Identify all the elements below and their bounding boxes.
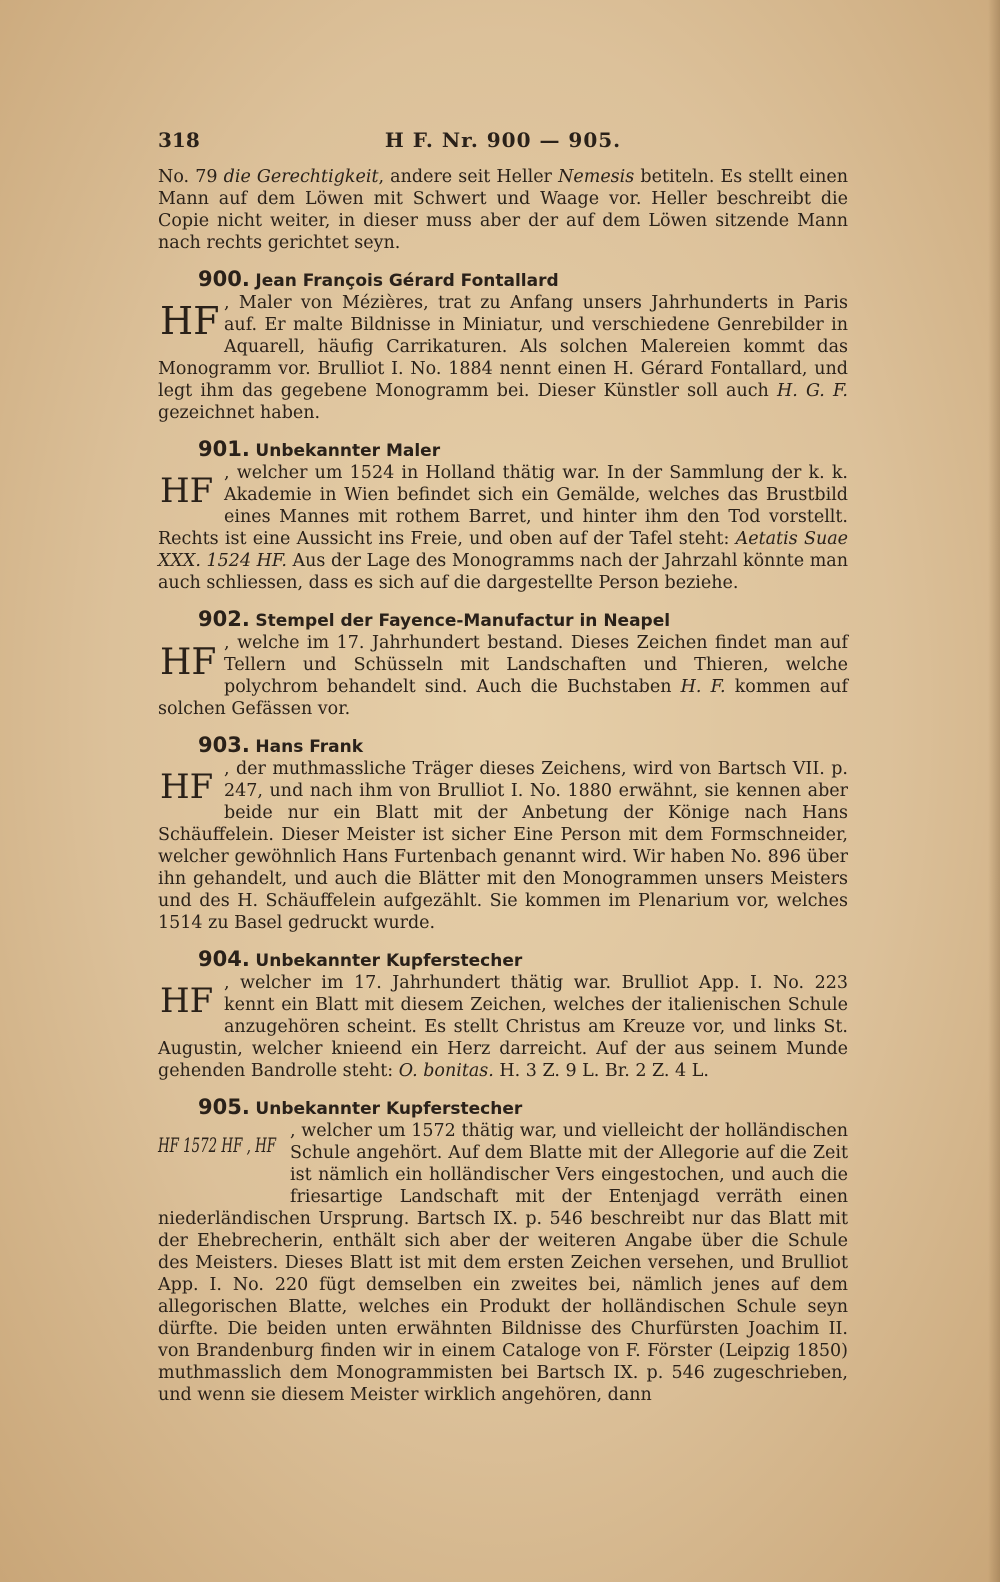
- entry-901: [158, 438, 848, 594]
- entry-text-a: , welcher im 17. Jahrhundert thätig war. Brulliot App. I. No. 223 kennt ein Blatt mit diesem Zeichen, welches der italienischen Schule anzugehören scheint. Es stellt Christus am Kreuze vor, und links St. Augustin, welcher knieend ein Herz darreicht. Auf der aus seinem Munde gehenden Bandrolle steht:: [158, 973, 848, 1081]
- entry-text-a: , welcher um 1572 thätig war, und vielleicht der holländischen Schule angehört. Auf dem Blatte mit der Allegorie auf die Zeit ist nämlich ein holländischer Vers eingestochen, und auch die friesartige Landschaft mit der Entenjagd verräth einen niederländischen Ursprung. Bartsch IX. p. 546 beschreibt nur das Blatt mit der Ehebrecherin, enthält sich aber der weiteren Angabe über die Schule des Meisters. Dieses Blatt ist mit dem ersten Zeichen versehen, und Brulliot App. I. No. 220 fügt demselben ein zweites bei, nämlich jenes auf dem allegorischen Blatte, welches ein Produkt der holländischen Schule seyn dürfte. Die beiden unten erwähnten Bildnisse des Churfürsten Joachim II. von Brandenburg finden wir in einem Cataloge von F. Förster (Leipzig 1850) muthmasslich dem Monogrammisten bei Bartsch IX. p. 546 zugeschrieben, und wenn sie diesem Meister wirklich angehören, dann: [158, 1121, 848, 1405]
- entry-body: [158, 632, 848, 720]
- entry-text-a: , welcher um 1524 in Holland thätig war. In der Sammlung der k. k. Akademie in Wien befindet sich ein Gemälde, welches das Brustbild eines Mannes mit rothem Barret, und hinter ihm den Tod vorstellt. Rechts ist eine Aussicht ins Freie, und oben auf der Tafel steht:: [158, 463, 848, 549]
- entry-heading: [158, 268, 848, 292]
- entry-body: [158, 462, 848, 594]
- entry-905: [158, 1096, 848, 1406]
- monogram-image: [158, 974, 214, 1024]
- book-page: [158, 128, 848, 1420]
- monogram-image: [158, 294, 220, 344]
- entry-903: [158, 734, 848, 934]
- monogram-image: [158, 760, 214, 810]
- entry-name: Stempel der Fayence-Manufactur in Neapel: [255, 611, 671, 631]
- running-head: [158, 128, 848, 158]
- intro-text-a: No. 79: [158, 167, 224, 187]
- entry-italic-a: H. F.: [680, 677, 726, 697]
- monogram-text: HF: [160, 642, 217, 683]
- entry-text-a: , Maler von Mézières, trat zu Anfang unsers Jahrhunderts in Paris auf. Er malte Bildnisse in Miniatur, und verschiedene Genrebilder in Aquarell, häufig Carrikaturen. Als solchen Malereien kommt das Monogramm vor. Brulliot I. No. 1884 nennt einen H. Gérard Fontallard, und legt ihm das gegebene Monogramm bei. Dieser Künstler soll auch: [158, 293, 848, 401]
- entry-text-a: , welche im 17. Jahrhundert bestand. Dieses Zeichen findet man auf Tellern und Schüsseln mit Landschaften und Thieren, welche polychrom behandelt sind. Auch die Buchstaben: [224, 633, 848, 697]
- entry-900: [158, 268, 848, 424]
- entry-text-b: kommen auf solchen Gefässen vor.: [158, 677, 848, 719]
- entry-name: Unbekannter Kupferstecher: [255, 1099, 523, 1119]
- entry-heading: [158, 438, 848, 462]
- monogram-text: HF: [160, 981, 214, 1021]
- monogram-text: HF: [160, 299, 220, 343]
- intro-paragraph: [158, 166, 848, 254]
- entry-number: 902.: [198, 607, 250, 631]
- entry-italic-a: Aetatis Suae XXX. 1524 HF.: [158, 529, 848, 571]
- running-title: H F. Nr. 900 — 905.: [384, 128, 622, 152]
- entry-heading: [158, 608, 848, 632]
- entry-italic-a: H. G. F.: [776, 381, 848, 401]
- intro-text-b: , andere seit Heller: [378, 167, 559, 187]
- entry-heading: [158, 1096, 848, 1120]
- intro-italic-a: die Gerechtigkeit: [223, 167, 379, 187]
- entry-name: Hans Frank: [255, 737, 364, 757]
- entry-number: 900.: [198, 267, 250, 291]
- entry-number: 903.: [198, 733, 250, 757]
- entry-name: Unbekannter Maler: [255, 441, 441, 461]
- entry-body: [158, 972, 848, 1082]
- entry-body: [158, 292, 848, 424]
- intro-text-c: betiteln. Es stellt einen Mann auf dem Löwen mit Schwert und Waage vor. Heller beschreibt die Copie nicht weiter, in dieser muss aber der auf dem Löwen sitzende Mann nach rechts gerichtet seyn.: [158, 167, 848, 253]
- monogram-image: [158, 1122, 280, 1194]
- page-number: 318: [158, 128, 200, 152]
- entry-902: [158, 608, 848, 720]
- entry-name: Unbekannter Kupferstecher: [255, 951, 523, 971]
- entry-text-b: gezeichnet haben.: [158, 403, 321, 423]
- entry-heading: [158, 948, 848, 972]
- entry-italic-a: O. bonitas.: [398, 1061, 494, 1081]
- entry-heading: [158, 734, 848, 758]
- entry-904: [158, 948, 848, 1082]
- entry-body: [158, 758, 848, 934]
- entry-text-b: H. 3 Z. 9 L. Br. 2 Z. 4 L.: [493, 1061, 709, 1081]
- monogram-text: HF: [160, 767, 214, 807]
- entry-name: Jean François Gérard Fontallard: [255, 271, 559, 291]
- entry-number: 905.: [198, 1095, 250, 1119]
- monogram-image: [158, 464, 214, 514]
- monogram-image: [158, 634, 217, 684]
- entry-text-b: Aus der Lage des Monogramms nach der Jahrzahl könnte man auch schliessen, dass es sich auf die dargestellte Person beziehe.: [158, 551, 849, 593]
- entry-number: 901.: [198, 437, 250, 461]
- monogram-text: HF 1572 HF , HF: [157, 1133, 277, 1157]
- entry-text-a: , der muthmassliche Träger dieses Zeichens, wird von Bartsch VII. p. 247, und nach ihm von Brulliot I. No. 1880 erwähnt, sie kennen aber beide nur ein Blatt mit der Anbetung der Könige nach Hans Schäuffelein. Dieser Meister ist sicher Eine Person mit dem Formschneider, welcher gewöhnlich Hans Furtenbach genannt wird. Wir haben No. 896 über ihn gehandelt, und auch die Blätter mit den Monogrammen unsers Meisters und des H. Schäuffelein aufgezählt. Sie kommen im Plenarium vor, welches 1514 zu Basel gedruckt wurde.: [158, 759, 848, 933]
- intro-italic-b: Nemesis: [558, 167, 635, 187]
- monogram-text: HF: [160, 471, 214, 511]
- book-spine-shadow: [988, 0, 1000, 1582]
- entry-number: 904.: [198, 947, 250, 971]
